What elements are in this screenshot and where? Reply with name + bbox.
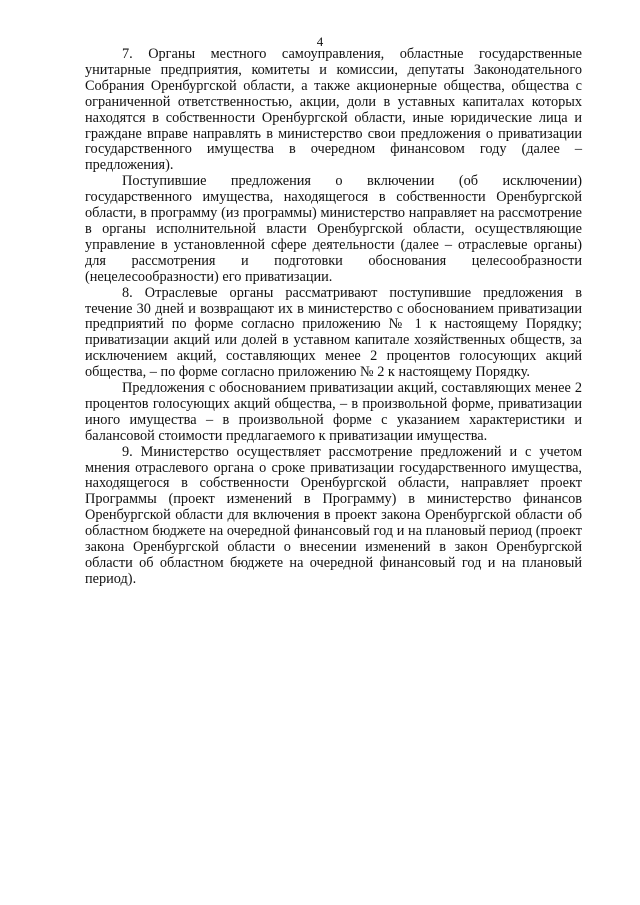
page-number: 4 bbox=[316, 34, 324, 49]
paragraph-7: 7. Органы местного самоуправления, областные государственные унитарные предприятия, комитеты и комиссии, депутаты Законодательного Собрания Оренбургской области, а также акционерные общества, общества с ограниченной ответственностью, акции, доли в уставных капиталах которых находятся в собственности Оренбургской области, иные юридические лица и граждане вправе направлять в министерство свои предложения о приватизации государственного имущества в очередном финансовом году (далее – предложения). bbox=[85, 46, 582, 174]
paragraph-9: 9. Министерство осуществляет рассмотрение предложений и с учетом мнения отраслевого органа о сроке приватизации государственного имущества, находящегося в собственности Оренбургской области, направляет проект Программы (проект изменений в Программу) в министерство финансов Оренбургской области для включения в проект закона Оренбургской области об областном бюджете на очередной финансовый год и на плановый период (проект закона Оренбургской области о внесении изменений в закон Оренбургской области об областном бюджете на очередной финансовый год и на плановый период). bbox=[85, 443, 582, 587]
document-body bbox=[85, 47, 582, 588]
paragraph-7-continued: Поступившие предложения о включении (об исключении) государственного имущества, находящегося в собственности Оренбургской области, в программу (из программы) министерство направляет на рассмотрение в органы исполнительной власти Оренбургской области, осуществляющие управление в установленной сфере деятельности (далее – отраслевые органы) для рассмотрения и подготовки обоснования целесообразности (нецелесообразности) его приватизации. bbox=[85, 173, 582, 285]
paragraph-8: 8. Отраслевые органы рассматривают поступившие предложения в течение 30 дней и возвращают их в министерство с обоснованием приватизации предприятий по форме согласно приложению № 1 к настоящему Порядку; приватизации акций или долей в уставном капитале хозяйственных обществ, за исключением акций, составляющих менее 2 процентов голосующих акций общества, – по форме согласно приложению № 2 к настоящему Порядку. bbox=[85, 284, 582, 381]
paragraph-8-continued: Предложения с обоснованием приватизации акций, составляющих менее 2 процентов голосующих акций общества, – в произвольной форме, приватизации иного имущества – в произвольной форме с указанием характеристики и балансовой стоимости предлагаемого к приватизации имущества. bbox=[85, 380, 582, 444]
